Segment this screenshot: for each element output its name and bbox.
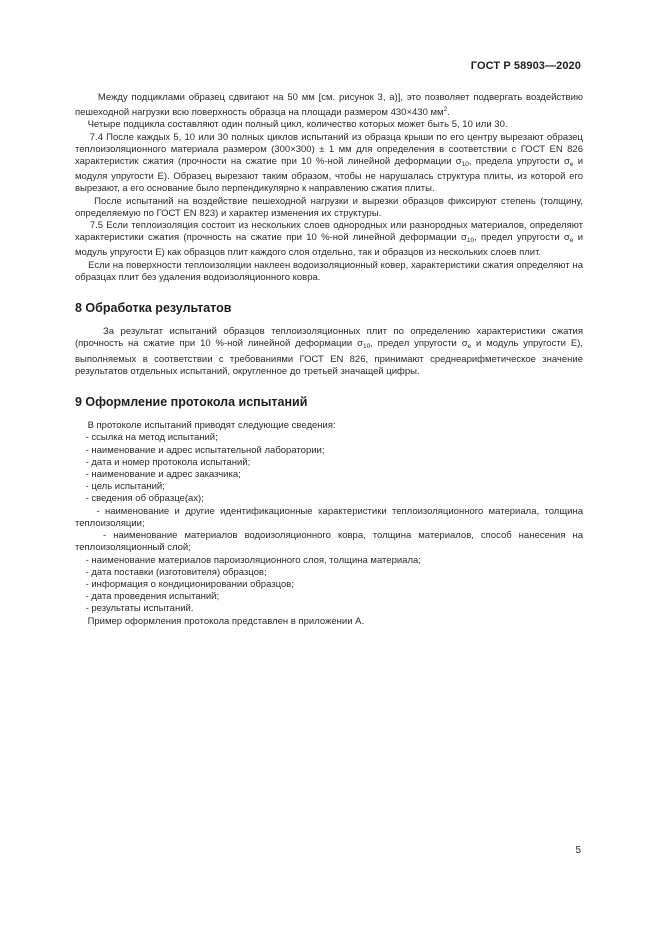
list-item-text: - дата проведения испытаний;	[85, 591, 220, 603]
section-9-intro	[75, 420, 583, 432]
paragraph-text: Между подциклами образец сдвигают на 50 мм [см. рисунок 3, а)], это позволяет подвергать воздействию пешеходной нагрузки всю поверхность образца на площади размером 430×430 мм	[75, 92, 584, 119]
subscript: e	[569, 161, 574, 169]
paragraph-text: .	[447, 107, 450, 119]
list-item	[75, 591, 583, 603]
list-item	[75, 567, 583, 579]
section-9-heading: 9 Оформление протокола испытаний	[75, 395, 308, 410]
list-item-text: - наименование материалов пароизоляционного слоя, толщина материала;	[85, 554, 421, 566]
paragraph-cycles	[75, 119, 583, 131]
list-item-text: - дата поставки (изготовителя) образцов;	[85, 566, 267, 578]
subscript: 10	[466, 237, 475, 245]
list-item-text: - наименование и другие идентификационные характеристики теплоизоляционного материала, толщина теплоизоляции;	[75, 505, 583, 529]
section-9-outro	[75, 616, 583, 628]
paragraph-text: За результат испытаний образцов теплоизоляционных плит по определению характеристики сжатия (прочность на сжатие при 10 %-ной линейной деформации σ	[75, 326, 583, 350]
superscript: 2	[443, 106, 448, 114]
list-item	[75, 603, 583, 615]
list-item	[75, 493, 583, 505]
list-item	[75, 506, 583, 530]
list-item-text: - сведения об образце(ах);	[85, 493, 204, 505]
list-item	[75, 481, 583, 493]
paragraph-text: Если на поверхности теплоизоляции наклеен водоизоляционный ковер, характеристики сжатия определяют на образцах плит без удаления водоизоляционного ковра.	[75, 259, 583, 283]
subscript: 10	[362, 343, 371, 351]
document-body	[75, 92, 583, 628]
paragraph-7-5	[75, 220, 583, 260]
page-number: 5	[575, 845, 581, 856]
paragraph-text: , предел упругости σ	[474, 232, 570, 244]
protocol-items-list	[75, 432, 583, 615]
paragraph-text: После испытаний на воздействие пешеходной нагрузки и вырезки образцов фиксируют степень (толщину, определяемую по ГОСТ EN 823) и характер изменения их структуры.	[75, 195, 583, 219]
paragraph-text: Четыре подцикла составляют один полный цикл, количество которых может быть 5, 10 или 30.	[87, 119, 508, 131]
standard-header: ГОСТ Р 58903—2020	[470, 60, 581, 72]
paragraph-text: и модуль упругости E), выполняемых в соответствии с требованиями ГОСТ EN 826, принимают среднеарифметическое значение результатов отдельных испытаний, округленное до третьей значащей цифры.	[75, 338, 583, 377]
paragraph-after-tests	[75, 196, 583, 220]
paragraph-text: и модуля упругости E). Образец вырезают таким образом, чтобы не нарушалась структура плиты, из которой его вырезают, а его основание было перпендикулярно к направлению сжатия плиты.	[75, 156, 584, 195]
paragraph-text: Пример оформления протокола представлен в приложении А.	[87, 615, 365, 627]
paragraph-text: 7.5 Если теплоизоляция состоит из нескольких слоев однородных или разнородных материалов, определяют характеристики сжатия (прочность на сжатие при 10 %-ной линейной деформации σ	[75, 220, 583, 244]
paragraph-text: , предел упругости σ	[370, 338, 468, 350]
paragraph-waterproof	[75, 260, 583, 284]
list-item	[75, 457, 583, 469]
list-item	[75, 469, 583, 481]
list-item	[75, 579, 583, 591]
list-item	[75, 445, 583, 457]
list-item-text: - дата и номер протокола испытаний;	[85, 456, 251, 468]
list-item	[75, 555, 583, 567]
list-item-text: - результаты испытаний.	[85, 603, 194, 615]
list-item-text: - наименование и адрес испытательной лаборатории;	[85, 444, 325, 456]
paragraph-shift	[75, 92, 583, 119]
paragraph-text: В протоколе испытаний приводят следующие сведения:	[87, 420, 336, 432]
paragraph-text: и модуль упругости E) как образцов плит каждого слоя отдельно, так и образцов из нескольких слоев плит.	[75, 232, 583, 259]
paragraph-7-4	[75, 132, 583, 196]
list-item-text: - ссылка на метод испытаний;	[85, 432, 218, 444]
list-item	[75, 432, 583, 444]
list-item-text: - наименование и адрес заказчика;	[85, 469, 241, 481]
section-8-heading: 8 Обработка результатов	[75, 301, 232, 316]
list-item-text: - информация о кондиционировании образцов;	[85, 578, 294, 590]
list-item	[75, 530, 583, 554]
list-item-text: - цель испытаний;	[85, 481, 165, 493]
paragraph-text: 7.4 После каждых 5, 10 или 30 полных циклов испытаний из образца крыши по его центру вырезают образец теплоизоляционного материала размером (300×300) ± 1 мм для определения в соответствии с ГОСТ EN 826 характеристик сжатия (прочности на сжатие при 10 %-ной линейной деформации σ	[75, 131, 583, 168]
section-8-text	[75, 326, 583, 378]
paragraph-text: , предела упругости σ	[468, 156, 570, 168]
subscript: e	[467, 343, 472, 351]
subscript: e	[569, 237, 574, 245]
subscript: 10	[461, 161, 469, 169]
list-item-text: - наименование материалов водоизоляционного ковра, толщина материалов, способ нанесения на теплоизоляционный слой;	[75, 530, 583, 554]
